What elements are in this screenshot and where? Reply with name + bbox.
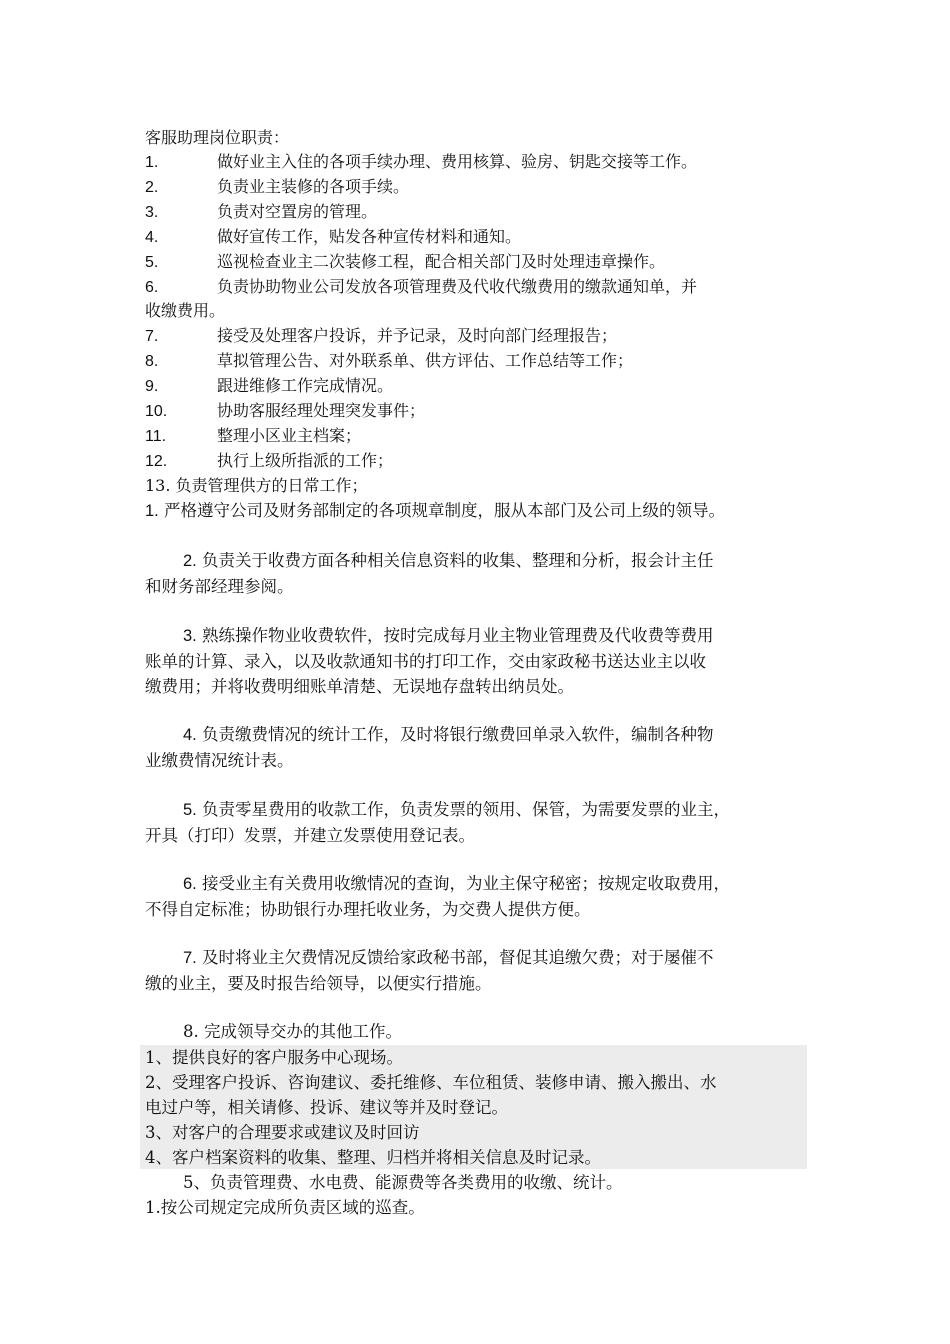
duty-text: 草拟管理公告、对外联系单、供方评估、工作总结等工作； — [217, 351, 634, 370]
patrol-item: 1.按公司规定完成所负责区域的巡查。 — [145, 1198, 425, 1217]
finance-text: 及时将业主欠费情况反馈给家政秘书部，督促其追缴欠费；对于屡催不 — [196, 948, 714, 967]
finance-line — [145, 722, 810, 748]
finance-item — [145, 945, 810, 996]
duty-item-13: 13. 负责管理供方的日常工作； — [145, 476, 368, 495]
fee-item: 5、负责管理费、水电费、能源费等各类费用的收缴、统计。 — [183, 1173, 623, 1192]
duty-text: 执行上级所指派的工作； — [217, 451, 394, 470]
finance-line — [145, 623, 810, 649]
duty-text: 协助客服经理处理突发事件； — [217, 401, 426, 420]
duty-text: 做好业主入住的各项手续办理、费用核算、验房、钥匙交接等工作。 — [217, 152, 698, 171]
duty-item — [145, 374, 393, 399]
finance-text: 负责缴费情况的统计工作，及时将银行缴费回单录入软件，编制各种物 — [196, 725, 714, 744]
duty-item — [145, 424, 361, 449]
finance-number: 1. — [145, 502, 159, 520]
finance-item — [145, 797, 810, 848]
duty-number: 6. — [145, 279, 159, 296]
duty-number: 3. — [145, 204, 159, 221]
duty-text: 巡视检查业主二次装修工程，配合相关部门及时处理违章操作。 — [217, 252, 666, 271]
finance-text: 负责零星费用的收款工作，负责发票的领用、保管，为需要发票的业主， — [196, 800, 731, 819]
duty-item-continuation: 收缴费用。 — [145, 301, 226, 320]
service-item: 4、客户档案资料的收集、整理、归档并将相关信息及时记录。 — [145, 1148, 601, 1167]
finance-line: 和财务部经理参阅。 — [145, 577, 294, 596]
finance-line: 缴费用；并将收费明细账单清楚、无误地存盘转出纳员处。 — [145, 677, 574, 696]
duty-text: 负责业主装修的各项手续。 — [217, 177, 410, 196]
finance-number: 4. — [183, 726, 197, 744]
finance-text: 负责关于收费方面各种相关信息资料的收集、整理和分析，报会计主任 — [196, 551, 714, 570]
duty-text: 跟进维修工作完成情况。 — [217, 376, 394, 395]
duty-text: 整理小区业主档案； — [217, 426, 362, 445]
duty-number: 10. — [145, 403, 168, 420]
duty-item — [145, 399, 425, 424]
service-item: 电过户等，相关请修、投诉、建议等并及时登记。 — [145, 1098, 508, 1117]
finance-item-8 — [145, 1019, 810, 1044]
duty-number: 9. — [145, 378, 159, 395]
duty-number: 2. — [145, 179, 159, 196]
duty-number: 7. — [145, 328, 159, 345]
duty-item — [145, 349, 633, 374]
duty-text: 负责对空置房的管理。 — [217, 202, 378, 221]
duty-item — [145, 175, 409, 200]
doc-title: 客服助理岗位职责： — [145, 128, 290, 147]
duty-item — [145, 275, 697, 300]
duty-text: 负责协助物业公司发放各项管理费及代收代缴费用的缴款通知单，并 — [217, 277, 698, 296]
finance-item — [145, 722, 810, 773]
duty-item — [145, 449, 393, 474]
duty-number: 8. — [145, 353, 159, 370]
service-item: 2、受理客户投诉、咨询建议、委托维修、车位租赁、装修申请、搬入搬出、水 — [145, 1073, 717, 1092]
finance-text: 严格遵守公司及财务部制定的各项规章制度，服从本部门及公司上级的领导。 — [158, 501, 726, 520]
duty-item — [145, 150, 697, 175]
service-item: 3、对客户的合理要求或建议及时回访 — [145, 1123, 420, 1142]
finance-text: 接受业主有关费用收缴情况的查询，为业主保守秘密；按规定收取费用， — [196, 874, 731, 893]
finance-line: 账单的计算、录入，以及收款通知书的打印工作，交由家政秘书送达业主以收 — [145, 652, 706, 671]
duty-text: 做好宣传工作，贴发各种宣传材料和通知。 — [217, 227, 522, 246]
finance-item — [145, 623, 810, 699]
finance-number: 3. — [183, 627, 197, 645]
duty-text: 接受及处理客户投诉，并予记录，及时向部门经理报告； — [217, 326, 618, 345]
finance-text: 8. 完成领导交办的其他工作。 — [183, 1022, 402, 1041]
finance-item — [145, 498, 810, 524]
duty-item — [145, 324, 617, 349]
finance-item — [145, 548, 810, 599]
finance-number: 6. — [183, 875, 197, 893]
finance-line: 开具（打印）发票，并建立发票使用登记表。 — [145, 826, 475, 845]
duty-number: 5. — [145, 254, 159, 271]
duty-item — [145, 250, 665, 275]
finance-text: 熟练操作物业收费软件，按时完成每月业主物业管理费及代收费等费用 — [196, 626, 714, 645]
finance-line — [145, 945, 810, 971]
finance-line — [145, 871, 810, 897]
duty-item — [145, 225, 521, 250]
duty-number: 12. — [145, 453, 168, 470]
finance-line: 缴的业主，要及时报告给领导，以便实行措施。 — [145, 974, 492, 993]
finance-line — [145, 548, 810, 574]
finance-line: 业缴费情况统计表。 — [145, 751, 294, 770]
finance-line — [145, 797, 810, 823]
duty-item — [145, 200, 377, 225]
duty-number: 4. — [145, 229, 159, 246]
duty-number: 11. — [145, 428, 167, 445]
service-item: 1、提供良好的客户服务中心现场。 — [145, 1048, 403, 1067]
finance-number: 5. — [183, 801, 197, 819]
finance-number: 2. — [183, 552, 197, 570]
duty-number: 1. — [145, 154, 159, 171]
finance-item — [145, 871, 810, 922]
finance-number: 7. — [183, 949, 197, 967]
finance-line: 不得自定标准；协助银行办理托收业务，为交费人提供方便。 — [145, 900, 591, 919]
